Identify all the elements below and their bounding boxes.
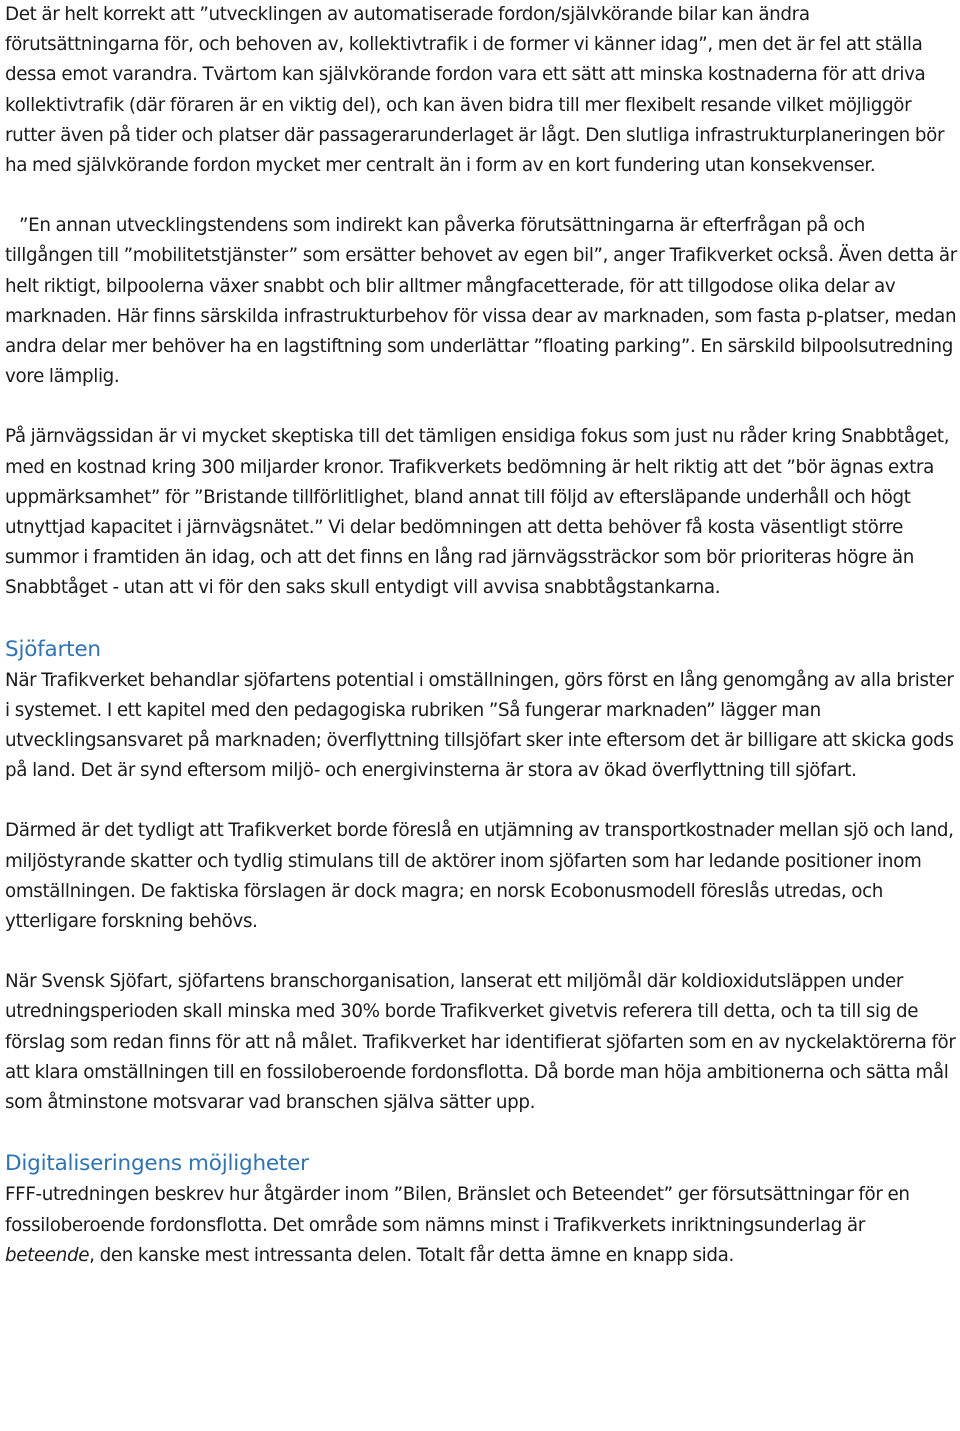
paragraph-spacer (5, 786, 957, 816)
paragraph-shipping-potential: När Trafikverket behandlar sjöfartens potential i omställningen, görs först en lång genomgång av alla brister i systemet. I ett kapitel med den pedagogiska rubriken ”Så fungerar marknaden” lägger man utvecklingsansvaret på marknaden; överflyttning tillsjöfart sker inte eftersom det är billigare att skicka gods på land. Det är synd eftersom miljö- och energivinsterna är stora av ökad överflyttning till sjöfart. (5, 669, 954, 782)
emphasized-word: beteende (5, 1244, 90, 1266)
paragraph-shipping-costs: Därmed är det tydligt att Trafikverket borde föreslå en utjämning av transportkostnader mellan sjö och land, miljöstyrande skatter och tydlig stimulans till de aktörer inom sjöfarten som har ledande positioner inom omställningen. De faktiska förslagen är dock magra; en norsk Ecobonusmodell föreslås utredas, och ytterligare forskning behövs. (5, 820, 954, 933)
paragraph-spacer (5, 937, 957, 967)
paragraph-self-driving-vehicles: Det är helt korrekt att ”utvecklingen av automatiserade fordon/självkörande bilar kan ändra förutsättningarna för, och behoven av, kollektivtrafik i de former vi känner idag”, men det är fel att ställa dessa emot varandra. Tvärtom kan självkörande fordon vara ett sätt att minska kostnaderna för att driva kollektivtrafik (där föraren är en viktig del), och kan även bidra till mer flexibelt resande vilket möjliggör rutter även på tider och platser där passagerarunderlaget är lågt. Den slutliga infrastrukturplaneringen bör ha med självkörande fordon mycket mer centralt än i form av en kort fundering utan konsekvenser. (5, 4, 945, 177)
paragraph-digitalisation-text-end: , den kanske mest intressanta delen. Totalt får detta ämne en knapp sida. (89, 1244, 734, 1266)
paragraph-digitalisation-text-start: FFF-utredningen beskrev hur åtgärder inom ”Bilen, Bränslet och Beteendet” ger försutsättningar för en fossiloberoende fordonsflotta. Det område som nämns minst i Trafikverkets inriktningsunderlag är (5, 1184, 910, 1236)
section-heading-shipping: Sjöfarten (5, 636, 101, 662)
paragraph-spacer (5, 392, 957, 422)
paragraph-spacer (5, 1118, 957, 1148)
paragraph-mobility-services: ”En annan utvecklingstendens som indirekt kan påverka förutsättningarna är efterfrågan på och tillgången till ”mobilitetstjänster” som ersätter behovet av egen bil”, anger Trafikverket också. Även detta är helt riktigt, bilpoolerna växer snabbt och blir alltmer mångfacetterade, för att tillgodose olika delar av marknaden. Här finns särskilda infrastrukturbehov för vissa dear av marknaden, som fasta p-platser, medan andra delar mer behöver ha en lagstiftning som underlättar ”floating parking”. En särskild bilpoolsutredning vore lämplig. (5, 215, 957, 388)
paragraph-spacer (5, 604, 957, 634)
paragraph-shipping-targets: När Svensk Sjöfart, sjöfartens branschorganisation, lanserat ett miljömål där koldioxidutsläppen under utredningsperioden skall minska med 30% borde Trafikverket givetvis referera till detta, och ta till sig de förslag som redan finns för att nå målet. Trafikverket har identifierat sjöfarten som en av nyckelaktörerna för att klara omställningen till en fossiloberoende fordonsflotta. Då borde man höja ambitionerna och sätta mål som åtminstone motsvarar vad branschen själva sätter upp. (5, 971, 956, 1114)
paragraph-digitalisation (5, 1180, 957, 1271)
document-page (5, 0, 957, 1271)
paragraph-spacer (5, 181, 957, 211)
paragraph-railway: På järnvägssidan är vi mycket skeptiska till det tämligen ensidiga fokus som just nu råder kring Snabbtåget, med en kostnad kring 300 miljarder kronor. Trafikverkets bedömning är helt riktig att det ”bör ägnas extra uppmärksamhet” för ”Bristande tillförlitlighet, bland annat till följd av eftersläpande underhåll och högt utnyttjad kapacitet i järnvägsnätet.” Vi delar bedömningen att detta behöver få kosta väsentligt större summor i framtiden än idag, och att det finns en lång rad järnvägssträckor som bör prioriteras högre än Snabbtåget - utan att vi för den saks skull entydigt vill avvisa snabbtågstankarna. (5, 426, 950, 599)
section-heading-digitalisation: Digitaliseringens möjligheter (5, 1151, 309, 1177)
